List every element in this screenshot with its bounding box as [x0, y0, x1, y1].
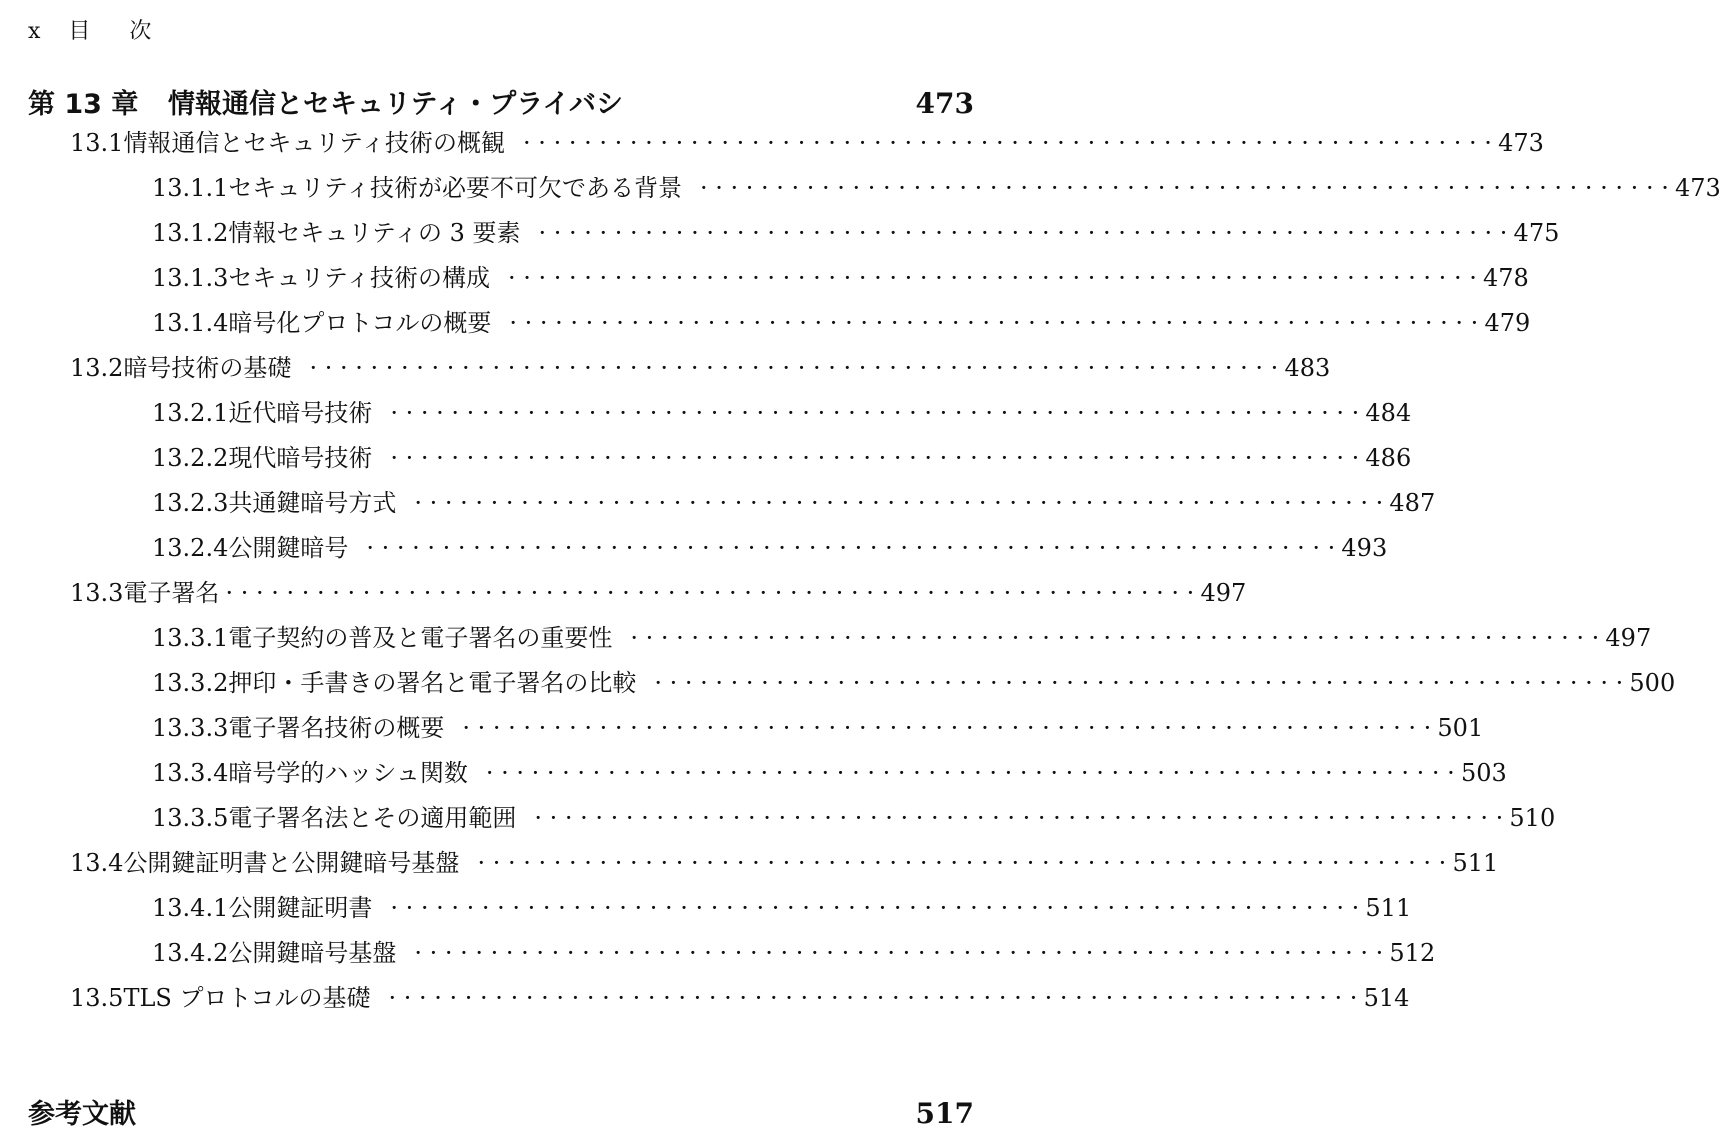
- chapter-number: 第 13 章: [28, 89, 139, 120]
- entry-page: 473: [1498, 129, 1544, 157]
- entry-number: 13.2.3: [152, 489, 229, 517]
- dot-leader: · · · · · · · · · · · · · · · · · · · · · · · · · · · · · · · · · · · · · · · · · · · · · · · · · · · · · · · · · · · · · · · ·: [699, 174, 1669, 202]
- entry-page: 479: [1484, 309, 1531, 337]
- toc-entry-13-4[interactable]: [70, 843, 1499, 883]
- entry-title: セキュリティ技術が必要不可欠である背景: [228, 174, 682, 202]
- dot-leader: · · · · · · · · · · · · · · · · · · · · · · · · · · · · · · · · · · · · · · · · · · · · · · · · · · · · · · · · · · · · · · · ·: [485, 759, 1455, 787]
- dot-leader: · · · · · · · · · · · · · · · · · · · · · · · · · · · · · · · · · · · · · · · · · · · · · · · · · · · · · · · · · · · · · · · ·: [390, 444, 1360, 472]
- dot-leader: · · · · · · · · · · · · · · · · · · · · · · · · · · · · · · · · · · · · · · · · · · · · · · · · · · · · · · · · · · · · · · · ·: [309, 354, 1279, 382]
- entry-number: 13.4.2: [152, 939, 229, 967]
- entry-number: 13.2: [70, 354, 124, 382]
- references-title: 参考文献: [28, 1099, 136, 1130]
- toc-entry-13-3-2[interactable]: [152, 663, 1676, 703]
- entry-page: 497: [1200, 579, 1247, 607]
- toc-entry-13-5[interactable]: [70, 978, 1410, 1018]
- entry-page: 486: [1365, 444, 1412, 472]
- entry-number: 13.5: [70, 984, 124, 1012]
- toc-entry-13-1-1[interactable]: [152, 168, 1721, 208]
- entry-title: 現代暗号技術: [228, 444, 373, 472]
- toc-entry-13-2-1[interactable]: [152, 393, 1412, 433]
- entry-title: 電子署名法とその適用範囲: [228, 804, 517, 832]
- entry-title: 情報セキュリティの 3 要素: [228, 219, 521, 247]
- entry-page: 497: [1605, 624, 1652, 652]
- references-heading[interactable]: [28, 1092, 974, 1131]
- entry-title: 暗号化プロトコルの概要: [228, 309, 492, 337]
- entry-title: 公開鍵証明書: [228, 894, 373, 922]
- page-number-roman: x: [28, 19, 41, 44]
- entry-title: 公開鍵証明書と公開鍵暗号基盤: [123, 849, 460, 877]
- dot-leader: · · · · · · · · · · · · · · · · · · · · · · · · · · · · · · · · · · · · · · · · · · · · · · · · · · · · · · · · · · · · · · · ·: [507, 264, 1477, 292]
- toc-entry-13-2-3[interactable]: [152, 483, 1436, 523]
- entry-title: 情報通信とセキュリティ技術の概観: [123, 129, 506, 157]
- toc-entry-13-3-4[interactable]: [152, 753, 1507, 793]
- entry-page: 500: [1629, 669, 1676, 697]
- entry-number: 13.3.1: [152, 624, 229, 652]
- dot-leader: · · · · · · · · · · · · · · · · · · · · · · · · · · · · · · · · · · · · · · · · · · · · · · · · · · · · · · · · · · · · · · · ·: [477, 849, 1447, 877]
- dot-leader: · · · · · · · · · · · · · · · · · · · · · · · · · · · · · · · · · · · · · · · · · · · · · · · · · · · · · · · · · · · · · · · ·: [390, 399, 1360, 427]
- dot-leader: · · · · · · · · · · · · · · · · · · · · · · · · · · · · · · · · · · · · · · · · · · · · · · · · · · · · · · · · · · · · · · · ·: [534, 804, 1504, 832]
- dot-leader: · · · · · · · · · · · · · · · · · · · · · · · · · · · · · · · · · · · · · · · · · · · · · · · · · · · · · · · · · · · · · · · ·: [225, 579, 1195, 607]
- toc-entry-13-4-2[interactable]: [152, 933, 1436, 973]
- entry-number: 13.3.5: [152, 804, 229, 832]
- toc-entry-13-1-2[interactable]: [152, 213, 1560, 253]
- entry-number: 13.2.1: [152, 399, 229, 427]
- toc-entry-13-3[interactable]: [70, 573, 1247, 613]
- entry-title: TLS プロトコルの基礎: [123, 984, 371, 1012]
- entry-page: 484: [1365, 399, 1412, 427]
- entry-page: 511: [1452, 849, 1499, 877]
- entry-title: セキュリティ技術の構成: [228, 264, 490, 292]
- dot-leader: · · · · · · · · · · · · · · · · · · · · · · · · · · · · · · · · · · · · · · · · · · · · · · · · · · · · · · · · · · · · · · · ·: [509, 309, 1479, 337]
- dot-leader: · · · · · · · · · · · · · · · · · · · · · · · · · · · · · · · · · · · · · · · · · · · · · · · · · · · · · · · · · · · · · · · ·: [630, 624, 1600, 652]
- entry-number: 13.1.1: [152, 174, 229, 202]
- chapter-page: 473: [915, 87, 974, 120]
- dot-leader: · · · · · · · · · · · · · · · · · · · · · · · · · · · · · · · · · · · · · · · · · · · · · · · · · · · · · · · · · · · · · · · ·: [462, 714, 1432, 742]
- chapter-heading[interactable]: [28, 82, 974, 121]
- entry-page: 473: [1675, 174, 1721, 202]
- dot-leader: · · · · · · · · · · · · · · · · · · · · · · · · · · · · · · · · · · · · · · · · · · · · · · · · · · · · · · · · · · · · · · · ·: [390, 894, 1360, 922]
- toc-entry-13-1-4[interactable]: [152, 303, 1531, 343]
- entry-title: 押印・手書きの署名と電子署名の比較: [228, 669, 637, 697]
- references-page: 517: [915, 1097, 974, 1130]
- running-title: 目 次: [68, 19, 168, 44]
- entry-page: 487: [1389, 489, 1436, 517]
- toc-entry-13-1-3[interactable]: [152, 258, 1529, 298]
- toc-entry-13-2-2[interactable]: [152, 438, 1412, 478]
- dot-leader: · · · · · · · · · · · · · · · · · · · · · · · · · · · · · · · · · · · · · · · · · · · · · · · · · · · · · · · · · · · · · · · ·: [414, 939, 1384, 967]
- entry-number: 13.1.4: [152, 309, 229, 337]
- entry-number: 13.1: [70, 129, 124, 157]
- toc-entry-13-3-3[interactable]: [152, 708, 1484, 748]
- dot-leader: · · · · · · · · · · · · · · · · · · · · · · · · · · · · · · · · · · · · · · · · · · · · · · · · · · · · · · · · · · · · · · · ·: [523, 129, 1492, 157]
- entry-page: 493: [1341, 534, 1388, 562]
- toc-entry-13-1[interactable]: [70, 123, 1544, 163]
- entry-title: 公開鍵暗号: [228, 534, 349, 562]
- dot-leader: · · · · · · · · · · · · · · · · · · · · · · · · · · · · · · · · · · · · · · · · · · · · · · · · · · · · · · · · · · · · · · · ·: [366, 534, 1336, 562]
- entry-number: 13.2.2: [152, 444, 229, 472]
- entry-number: 13.3: [70, 579, 124, 607]
- entry-page: 514: [1363, 984, 1410, 1012]
- entry-title: 近代暗号技術: [228, 399, 373, 427]
- entry-page: 475: [1513, 219, 1560, 247]
- entry-title: 暗号学的ハッシュ関数: [228, 759, 468, 787]
- toc-entry-13-3-1[interactable]: [152, 618, 1652, 658]
- entry-number: 13.1.2: [152, 219, 229, 247]
- entry-title: 共通鍵暗号方式: [228, 489, 397, 517]
- entry-title: 公開鍵暗号基盤: [228, 939, 397, 967]
- dot-leader: · · · · · · · · · · · · · · · · · · · · · · · · · · · · · · · · · · · · · · · · · · · · · · · · · · · · · · · · · · · · · · · ·: [654, 669, 1624, 697]
- toc-entry-13-2-4[interactable]: [152, 528, 1388, 568]
- dot-leader: · · · · · · · · · · · · · · · · · · · · · · · · · · · · · · · · · · · · · · · · · · · · · · · · · · · · · · · · · · · · · · · ·: [538, 219, 1508, 247]
- entry-number: 13.4: [70, 849, 124, 877]
- toc-entry-13-3-5[interactable]: [152, 798, 1556, 838]
- entry-title: 電子署名: [123, 579, 220, 607]
- entry-page: 503: [1460, 759, 1507, 787]
- entry-number: 13.1.3: [152, 264, 229, 292]
- entry-title: 暗号技術の基礎: [123, 354, 292, 382]
- chapter-title: 情報通信とセキュリティ・プライバシ: [168, 89, 623, 120]
- entry-page: 483: [1284, 354, 1331, 382]
- dot-leader: · · · · · · · · · · · · · · · · · · · · · · · · · · · · · · · · · · · · · · · · · · · · · · · · · · · · · · · · · · · · · · · ·: [388, 984, 1358, 1012]
- entry-title: 電子署名技術の概要: [228, 714, 445, 742]
- toc-entry-13-4-1[interactable]: [152, 888, 1412, 928]
- running-header: [28, 14, 167, 45]
- entry-number: 13.3.3: [152, 714, 229, 742]
- entry-title: 電子契約の普及と電子署名の重要性: [228, 624, 613, 652]
- entry-page: 501: [1437, 714, 1484, 742]
- entry-number: 13.2.4: [152, 534, 229, 562]
- dot-leader: · · · · · · · · · · · · · · · · · · · · · · · · · · · · · · · · · · · · · · · · · · · · · · · · · · · · · · · · · · · · · · · ·: [414, 489, 1384, 517]
- toc-entry-13-2[interactable]: [70, 348, 1331, 388]
- entry-page: 510: [1509, 804, 1556, 832]
- entry-number: 13.3.2: [152, 669, 229, 697]
- entry-number: 13.3.4: [152, 759, 229, 787]
- entry-page: 512: [1389, 939, 1436, 967]
- entry-page: 478: [1483, 264, 1529, 292]
- entry-page: 511: [1365, 894, 1412, 922]
- entry-number: 13.4.1: [152, 894, 229, 922]
